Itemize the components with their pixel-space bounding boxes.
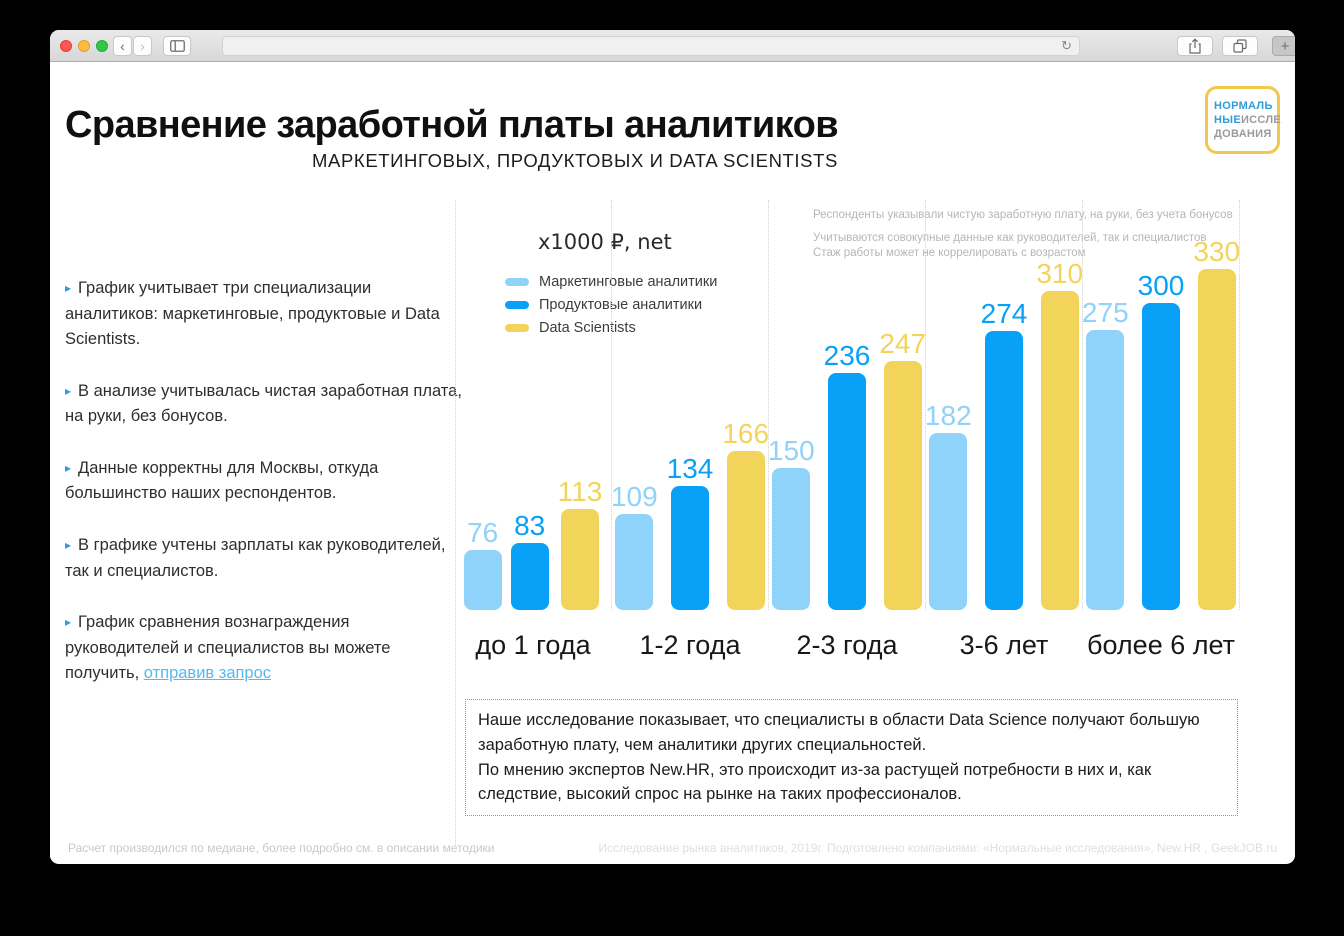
bar-value-label: 310 bbox=[1036, 258, 1084, 289]
bullet-item-4 bbox=[65, 533, 465, 584]
send-request-link[interactable]: отправив запрос bbox=[143, 664, 272, 683]
bar-cell bbox=[511, 512, 549, 610]
summary-box bbox=[465, 699, 1238, 816]
url-input[interactable] bbox=[222, 36, 1080, 56]
bullet-marker-icon: ▸ bbox=[65, 537, 72, 552]
close-button[interactable] bbox=[60, 40, 72, 52]
forward-button[interactable] bbox=[133, 36, 152, 56]
new-tab-button[interactable] bbox=[1272, 36, 1295, 56]
bar-value-label: 182 bbox=[924, 400, 972, 431]
bar-value-label: 134 bbox=[666, 453, 714, 484]
bar bbox=[884, 361, 922, 610]
share-icon bbox=[1188, 38, 1202, 54]
bullet-text: В анализе учитывалась чистая заработная плата, на руки, без бонусов. bbox=[65, 381, 462, 426]
bar-cell bbox=[824, 342, 871, 610]
bar-group-2 bbox=[610, 200, 770, 660]
bar bbox=[464, 550, 502, 610]
bar bbox=[727, 451, 765, 610]
minimize-button[interactable] bbox=[78, 40, 90, 52]
bar-value-label: 83 bbox=[514, 510, 546, 541]
bullet-item-2 bbox=[65, 379, 465, 430]
bar bbox=[1041, 291, 1079, 610]
category-label: более 6 лет bbox=[1087, 630, 1235, 660]
bullet-text: График учитывает три специализации аналитиков: маркетинговые, продуктовые и Data Scientists. bbox=[65, 279, 440, 349]
back-button[interactable] bbox=[113, 36, 132, 56]
bar bbox=[828, 373, 866, 610]
logo-line-1: НОРМАЛЬ bbox=[1214, 99, 1273, 112]
bar-value-label: 274 bbox=[980, 298, 1028, 329]
chart-units-title: x1000 ₽, net bbox=[538, 230, 672, 254]
bar-value-label: 236 bbox=[823, 340, 871, 371]
chart-note-2: Учитываются совокупные данные как руководителей, так и специалистов bbox=[813, 231, 1207, 244]
bar-group-3 bbox=[767, 200, 927, 660]
browser-toolbar bbox=[50, 30, 1295, 62]
company-logo bbox=[1205, 86, 1280, 154]
bullet-marker-icon: ▸ bbox=[65, 281, 72, 295]
category-label: до 1 года bbox=[475, 630, 591, 660]
category-label: 1-2 года bbox=[639, 630, 741, 660]
bar bbox=[671, 486, 709, 610]
legend-label: Data Scientists bbox=[539, 320, 636, 336]
category-label: 2-3 года bbox=[796, 630, 898, 660]
bar bbox=[1198, 269, 1236, 610]
bullet-text: График сравнения вознаграждения руководителей и специалистов вы можете получить, bbox=[65, 613, 391, 683]
bar bbox=[929, 433, 967, 610]
bar-cell bbox=[768, 437, 815, 610]
logo-line-2-gray: ИССЛЕ bbox=[1240, 113, 1282, 126]
tabs-icon bbox=[1233, 39, 1247, 53]
summary-paragraph-1: Наше исследование показывает, что специалисты в области Data Science получают большую заработную плату, чем аналитики других специальностей. bbox=[478, 711, 1200, 754]
bar-cell bbox=[981, 300, 1028, 610]
bullet-text: Данные корректны для Москвы, откуда большинство наших респондентов. bbox=[65, 458, 379, 503]
logo-line-3: ДОВАНИЯ bbox=[1214, 128, 1272, 141]
reload-button[interactable]: ↻ bbox=[1061, 38, 1072, 53]
plus-icon: + bbox=[1280, 37, 1290, 55]
bar-chart bbox=[455, 200, 1241, 660]
bar-value-label: 166 bbox=[722, 418, 770, 449]
bar-value-label: 330 bbox=[1193, 236, 1241, 267]
bar-cell bbox=[925, 402, 972, 610]
bar-group-5 bbox=[1081, 200, 1241, 660]
page-content bbox=[50, 62, 1295, 863]
browser-window bbox=[50, 30, 1295, 864]
bar-value-label: 113 bbox=[557, 476, 603, 507]
bar bbox=[1086, 330, 1124, 610]
bar-cell bbox=[667, 455, 714, 610]
bar-cell bbox=[1193, 238, 1240, 610]
bar-cell bbox=[1036, 260, 1083, 610]
bar bbox=[1142, 303, 1180, 610]
chart-note-3: Стаж работы может не коррелировать с возрастом bbox=[813, 247, 1086, 260]
page-title: Сравнение заработной платы аналитиков bbox=[65, 104, 838, 146]
legend-label: Продуктовые аналитики bbox=[539, 297, 703, 313]
bar-value-label: 275 bbox=[1081, 297, 1129, 328]
bar-cell bbox=[611, 483, 658, 610]
forward-icon: › bbox=[140, 38, 145, 54]
bullet-item-5 bbox=[65, 610, 465, 687]
bar-value-label: 247 bbox=[879, 328, 927, 359]
bar-value-label: 150 bbox=[767, 435, 815, 466]
bar-value-label: 76 bbox=[467, 517, 499, 548]
bullet-item-3 bbox=[65, 456, 465, 507]
page-header bbox=[65, 104, 838, 172]
bar-value-label: 300 bbox=[1137, 270, 1185, 301]
category-label: 3-6 лет bbox=[959, 630, 1049, 660]
zoom-button[interactable] bbox=[96, 40, 108, 52]
legend-label: Маркетинговые аналитики bbox=[539, 274, 718, 290]
methodology-bullet-list bbox=[65, 276, 465, 713]
logo-line-2-blue: НЫЕ bbox=[1214, 113, 1241, 126]
bullet-marker-icon: ▸ bbox=[65, 460, 72, 475]
bullet-item-1 bbox=[65, 276, 465, 353]
summary-paragraph-2: По мнению экспертов New.HR, это происходит из-за растущей потребности в них и, как следствие, высокий спрос на рынке на таких профессионалов. bbox=[478, 760, 1152, 804]
back-icon: ‹ bbox=[120, 38, 125, 54]
bar bbox=[511, 543, 549, 610]
tab-overview-button[interactable] bbox=[1222, 36, 1258, 56]
footer-credits: Исследование рынка аналитиков, 2019г. Подготовлено компаниями: «Нормальные исследования», New.HR , GeekJOB.ru bbox=[598, 841, 1277, 855]
bar-cell bbox=[879, 330, 926, 610]
bar-group-4 bbox=[924, 200, 1084, 660]
bullet-text: В графике учтены зарплаты как руководителей, так и специалистов. bbox=[65, 535, 446, 580]
footer-methodology-note: Расчет производился по медиане, более подробно см. в описании методики bbox=[68, 841, 495, 855]
bar bbox=[615, 514, 653, 610]
bar bbox=[985, 331, 1023, 610]
bar-cell bbox=[1138, 272, 1185, 610]
bar-cell bbox=[558, 478, 603, 610]
page-subtitle: МАРКЕТИНГОВЫХ, ПРОДУКТОВЫХ И DATA SCIENTISTS bbox=[312, 150, 838, 171]
bullet-marker-icon: ▸ bbox=[65, 615, 72, 630]
chart-note-1: Респонденты указывали чистую заработную плату, на руки, без учета бонусов bbox=[813, 209, 1233, 221]
bar bbox=[772, 468, 810, 610]
bar-cell bbox=[464, 519, 502, 610]
sidebar-toggle-button[interactable] bbox=[163, 36, 191, 56]
bar-value-label: 109 bbox=[610, 481, 658, 512]
bar-cell bbox=[722, 420, 769, 610]
share-button[interactable] bbox=[1177, 36, 1213, 56]
bar-group-1 bbox=[455, 200, 612, 660]
bar bbox=[561, 509, 599, 610]
bar-cell bbox=[1082, 299, 1129, 610]
bullet-marker-icon: ▸ bbox=[65, 383, 72, 398]
sidebar-icon bbox=[170, 40, 185, 52]
